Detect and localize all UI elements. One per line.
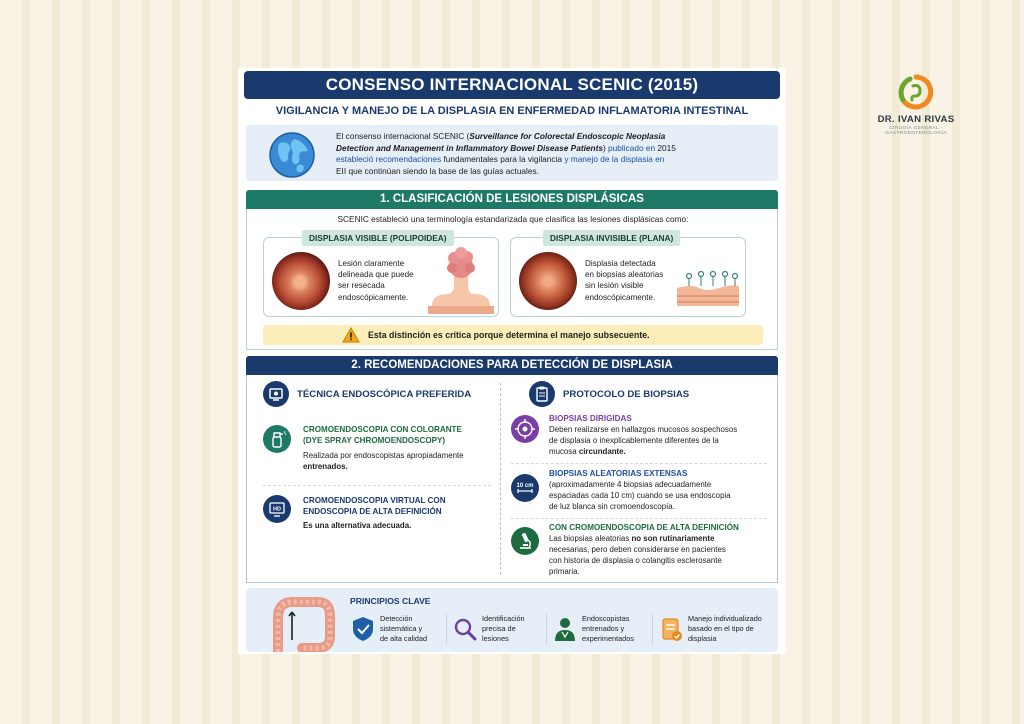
invisible-dysplasia-label: DISPLASIA INVISIBLE (PLANA) [543, 230, 680, 246]
item-text-segment: Las biopsias aleatorias [549, 534, 632, 543]
principle-text [380, 614, 444, 644]
hd-icon-label: HD [273, 506, 281, 513]
principle-item [552, 613, 652, 647]
section-1-intro: SCENIC estableció una terminología estandarizada que clasifica las lesiones displásicas como: [337, 214, 689, 224]
intro-text-segment: y manejo de la displasia en [564, 154, 665, 164]
intro-text-segment: recomendaciones [375, 154, 444, 164]
principle-line: Manejo individualizado [688, 614, 762, 623]
principle-text [582, 614, 646, 644]
intro-text-segment: El consenso internacional SCENIC ( [336, 131, 470, 141]
dye-spray-text [303, 450, 493, 472]
principle-separator [446, 614, 447, 644]
item-text-segment: no son rutinariamente [631, 534, 715, 543]
principle-line: basado en el tipo de [688, 624, 754, 633]
principle-separator [546, 614, 547, 644]
principle-line: entrenados y [582, 624, 625, 633]
description-line: Lesión claramente [338, 259, 405, 268]
intro-text-segment: publicado en [608, 142, 658, 153]
intro-text-segment: Surveillance for Colorectal Endoscopic Neoplasia [469, 131, 666, 141]
warning-banner [263, 325, 763, 345]
item-text-segment: circundante. [578, 447, 626, 456]
item-title-line: (DYE SPRAY CHROMOENDOSCOPY) [303, 436, 446, 445]
key-principles-panel [246, 588, 778, 652]
item-text-line: primaria. [549, 567, 580, 576]
intro-text [336, 131, 766, 177]
description-line: Displasia detectada [585, 259, 656, 268]
invisible-dysplasia-card [510, 233, 746, 317]
item-text-line: de luz blanca sin cromoendoscopía. [549, 502, 675, 511]
intro-text-segment: EII que continúan siendo la base de las guías actuales. [336, 165, 539, 176]
visible-dysplasia-label: DISPLASIA VISIBLE (POLIPOIDEA) [302, 230, 454, 246]
principle-line: lesiones [482, 634, 509, 643]
hd-chromo-biopsy-text [549, 533, 775, 577]
description-line: en biopsias aleatorias [585, 270, 664, 280]
item-text-line: (aproximadamente 4 biopsias adecuadamente [549, 480, 712, 489]
principle-line: sistemática y [380, 624, 423, 633]
left-column-title: TÉCNICA ENDOSCÓPICA PREFERIDA [297, 389, 472, 400]
description-line: sin lesión visible [585, 281, 644, 291]
endoscope-screen-icon [263, 381, 289, 407]
clipboard-icon [529, 381, 555, 407]
principle-separator [652, 614, 653, 644]
item-text-line: con historia de displasia o colangitis esclerosante [549, 556, 722, 565]
targeted-biopsy-title: BIOPSIAS DIRIGIDAS [549, 414, 632, 423]
description-line: delineada que puede [338, 270, 414, 280]
colon-illustration [262, 590, 338, 652]
infographic-poster [238, 68, 786, 654]
polyp-illustration [428, 244, 494, 314]
magnifier-icon [452, 615, 478, 643]
brand-name: DR. IVAN RIVAS [877, 114, 955, 125]
principle-line: Endoscopistas [582, 614, 630, 623]
principle-line: displasia [688, 634, 717, 643]
brand-emblem-icon [898, 74, 934, 112]
principle-item [350, 613, 448, 647]
principle-line: experimentados [582, 634, 634, 643]
item-text-line: necesarias, pero deben considerarse en pacientes [549, 545, 726, 554]
flat-mucosa-illustration [675, 244, 741, 314]
item-text-segment: mucosa [549, 447, 579, 456]
column-divider [500, 383, 501, 575]
doctor-icon [552, 615, 578, 643]
poster-title: CONSENSO INTERNACIONAL SCENIC (2015) [244, 71, 780, 99]
section-1-heading: 1. CLASIFICACIÓN DE LESIONES DISPLÁSICAS [246, 190, 778, 209]
hd-chromo-biopsy-title: CON CROMOENDOSCOPIA DE ALTA DEFINICIÓN [549, 523, 739, 532]
section-1-box [246, 209, 778, 350]
endoscopy-flat-image [519, 252, 577, 310]
intro-text-segment: Detection and Management in Inflammatory Bowel Disease Patients [336, 142, 603, 153]
description-line: endoscópicamente. [338, 292, 409, 302]
ruler-icon-label: 10 cm [516, 483, 534, 489]
spray-bottle-icon [263, 425, 291, 453]
item-text-line: Deben realizarse en hallazgos mucosos sospechosos [549, 425, 738, 434]
item-text-line: de displasia o inexplicablemente diferentes de la [549, 436, 719, 445]
brand-logo [866, 74, 966, 136]
targeted-biopsy-text [549, 424, 773, 457]
invisible-dysplasia-description [585, 258, 675, 303]
hd-monitor-icon [263, 495, 291, 523]
random-biopsy-text [549, 479, 773, 512]
brand-tagline: CIRUGÍA GENERAL · GASTROENTEROLOGÍA [885, 126, 947, 136]
principle-item [452, 613, 550, 647]
right-column-title: PROTOCOLO DE BIOPSIAS [563, 389, 690, 400]
description-line: endoscópicamente. [585, 292, 656, 302]
item-text-line: espaciadas cada 10 cm) cuando se usa endoscopia [549, 491, 731, 500]
target-icon [511, 415, 539, 443]
dye-spray-title [303, 424, 493, 446]
ruler-10cm-icon [511, 474, 539, 502]
intro-text-segment: estableció [336, 154, 376, 164]
principle-line: de alta calidad [380, 634, 428, 643]
checklist-icon [658, 615, 684, 643]
intro-text-segment: 2015 [657, 142, 676, 153]
intro-panel [246, 125, 778, 181]
visible-dysplasia-description [338, 258, 428, 303]
item-divider [263, 485, 491, 486]
item-title-line: CROMOENDOSCOPIA CON COLORANTE [303, 425, 462, 434]
intro-text-segment: fundamentales para la vigilancia [443, 154, 565, 164]
item-text-line: Realizada por endoscopistas apropiadamente [303, 451, 464, 460]
endoscopy-polyp-image [272, 252, 330, 310]
virtual-chromo-text: Es una alternativa adecuada. [303, 521, 412, 530]
principles-title: PRINCIPIOS CLAVE [350, 596, 431, 606]
intro-text-segment: ) [602, 142, 609, 153]
principle-text [482, 614, 546, 644]
item-divider [511, 463, 767, 464]
principle-line: precisa de [482, 624, 516, 633]
virtual-chromo-title [303, 495, 493, 517]
principle-line: Identificación [482, 614, 525, 623]
principle-line: Detección [380, 614, 413, 623]
warning-text: Esta distinción es crítica porque determina el manejo subsecuente. [368, 330, 650, 340]
random-biopsy-title: BIOPSIAS ALEATORIAS EXTENSAS [549, 469, 688, 478]
principle-item [658, 613, 776, 647]
globe-icon [268, 131, 316, 179]
poster-subtitle: VIGILANCIA Y MANEJO DE LA DISPLASIA EN ENFERMEDAD INFLAMATORIA INTESTINAL [275, 105, 749, 117]
description-line: ser resecada [338, 281, 385, 291]
microscope-icon [511, 527, 539, 555]
item-text-line: entrenados. [303, 462, 348, 471]
warning-icon [342, 327, 360, 343]
principle-text [688, 614, 774, 644]
item-divider [511, 518, 767, 519]
section-2-box [246, 375, 778, 583]
shield-check-icon [350, 615, 376, 643]
item-title-line: CROMOENDOSCOPIA VIRTUAL CON [303, 496, 446, 505]
visible-dysplasia-card [263, 233, 499, 317]
item-title-line: ENDOSCOPIA DE ALTA DEFINICIÓN [303, 507, 442, 516]
section-2-heading: 2. RECOMENDACIONES PARA DETECCIÓN DE DISPLASIA [246, 356, 778, 375]
